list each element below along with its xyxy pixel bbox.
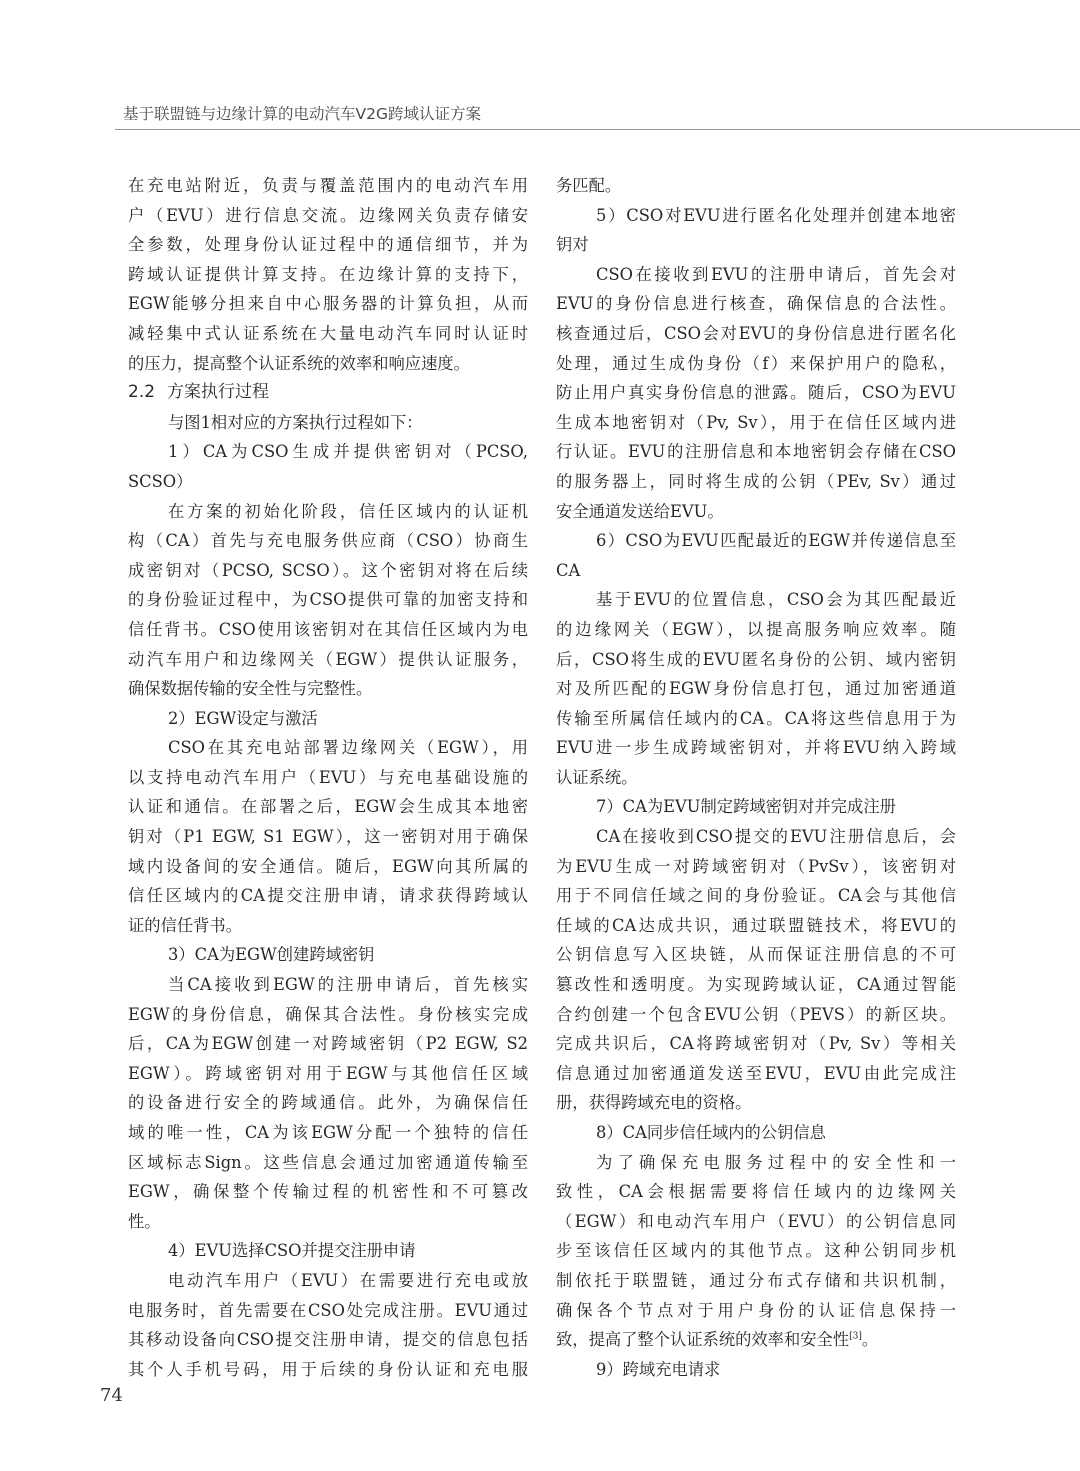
- body-line: 户（EVU）进行信息交流。边缘网关负责存储安: [128, 205, 528, 225]
- body-line: （EGW）和电动汽车用户（EVU）的公钥信息同: [556, 1211, 956, 1231]
- body-line: 动汽车用户和边缘网关（EGW）提供认证服务，: [128, 649, 528, 669]
- step-title: 4）EVU选择CSO并提交注册申请: [168, 1241, 416, 1261]
- body-line: 合约创建一个包含EVU公钥（PEVS）的新区块。: [556, 1004, 956, 1024]
- header-rule: [115, 129, 1080, 130]
- body-line: 信息通过加密通道发送至EVU，EVU由此完成注: [556, 1063, 956, 1083]
- section-heading: [128, 378, 528, 408]
- page-number: 74: [100, 1385, 123, 1406]
- body-line: 信任背书。CSO使用该密钥对在其信任区域内为电: [128, 619, 528, 639]
- body-line: 对及所匹配的EGW身份信息打包，通过加密通道: [556, 679, 956, 699]
- body-line: 确保数据传输的安全性与完整性。: [128, 679, 373, 699]
- body-line: 认证和通信。在部署之后，EGW会生成其本地密: [128, 797, 528, 817]
- body-line: 在充电站附近，负责与覆盖范围内的电动汽车用: [128, 176, 528, 195]
- body-line: 后，CSO将生成的EVU匿名身份的公钥、域内密钥: [556, 649, 956, 669]
- body-line: 的设备进行安全的跨域通信。此外，为确保信任: [128, 1093, 528, 1113]
- body-line: 信任区域内的CA提交注册申请，请求获得跨域认: [128, 886, 528, 906]
- body-line: 认证系统。: [556, 767, 638, 787]
- body-line: EGW，确保整个传输过程的机密性和不可篡改: [128, 1182, 528, 1202]
- body-line: 防止用户真实身份信息的泄露。随后，CSO为EVU: [556, 383, 956, 403]
- body-line: CA在接收到CSO提交的EVU注册信息后，会: [596, 827, 956, 847]
- right-column: [556, 171, 956, 1384]
- body-line: 构（CA）首先与充电服务供应商（CSO）协商生: [128, 531, 528, 551]
- body-line: EVU进一步生成跨域密钥对，并将EVU纳入跨域: [556, 738, 956, 758]
- section-intro: 与图1相对应的方案执行过程如下：: [168, 412, 423, 432]
- step-title: SCSO）: [128, 471, 193, 491]
- body-line: 的身份验证过程中，为CSO提供可靠的加密支持和: [128, 590, 528, 610]
- step-title: 钥对: [556, 235, 589, 255]
- body-line: 公钥信息写入区块链，从而保证注册信息的不可: [556, 945, 956, 965]
- body-line: 电动汽车用户（EVU）在需要进行充电或放: [168, 1270, 528, 1290]
- body-line: 为EVU生成一对跨域密钥对（PvSv），该密钥对: [556, 856, 956, 876]
- body-line: 在方案的初始化阶段，信任区域内的认证机: [168, 501, 528, 521]
- body-line: 册，获得跨域充电的资格。: [556, 1093, 752, 1113]
- body-line: EGW的身份信息，确保其合法性。身份核实完成: [128, 1004, 528, 1024]
- body-line: 处理，通过生成伪身份（f）来保护用户的隐私，: [556, 353, 956, 373]
- step-title: 7）CA为EVU制定跨域密钥对并完成注册: [596, 797, 896, 817]
- body-line: 确保各个节点对于用户身份的认证信息保持一: [556, 1300, 956, 1320]
- body-line: [556, 1325, 956, 1355]
- body-line: 生成本地密钥对（Pv, Sv），用于在信任区域内进: [556, 412, 956, 432]
- step-title: 9）跨域充电请求: [596, 1359, 721, 1379]
- body-line: 任域的CA达成共识，通过联盟链技术，将EVU的: [556, 915, 956, 935]
- body-line: 务匹配。: [556, 176, 622, 195]
- body-text: 。: [861, 1330, 879, 1350]
- body-line: 的服务器上，同时将生成的公钥（PEv, Sv）通过: [556, 471, 956, 491]
- body-line: 的压力，提高整个认证系统的效率和响应速度。: [128, 353, 470, 373]
- body-line: 域内设备间的安全通信。随后，EGW向其所属的: [128, 856, 528, 876]
- section-number: 2.2: [128, 382, 156, 403]
- body-line: EGW）。跨域密钥对用于EGW与其他信任区域: [128, 1063, 528, 1083]
- body-line: 性。: [128, 1211, 161, 1231]
- body-line: 核查通过后，CSO会对EVU的身份信息进行匿名化: [556, 323, 956, 343]
- body-line: 减轻集中式认证系统在大量电动汽车同时认证时: [128, 323, 528, 343]
- body-line: 的边缘网关（EGW），以提高服务响应效率。随: [556, 619, 956, 639]
- body-line: 全参数，处理身份认证过程中的通信细节，并为: [128, 235, 528, 255]
- body-line: CSO在其充电站部署边缘网关（EGW），用: [168, 738, 528, 758]
- body-line: 传输至所属信任域内的CA。CA将这些信息用于为: [556, 708, 956, 728]
- left-column: [128, 171, 528, 1384]
- body-line: 其移动设备向CSO提交注册申请，提交的信息包括: [128, 1330, 528, 1350]
- body-line: 证的信任背书。: [128, 915, 242, 935]
- body-line: 安全通道发送给EVU。: [556, 501, 724, 521]
- body-line: 篡改性和透明度。为实现跨域认证，CA通过智能: [556, 975, 956, 995]
- section-title: 方案执行过程: [167, 382, 270, 403]
- body-text: 致，提高了整个认证系统的效率和安全性: [556, 1330, 850, 1350]
- body-line: 完成共识后，CA将跨域密钥对（Pv, Sv）等相关: [556, 1034, 956, 1054]
- body-line: 电服务时，首先需要在CSO处完成注册。EVU通过: [128, 1300, 528, 1320]
- body-line: EVU的身份信息进行核查，确保信息的合法性。: [556, 294, 956, 314]
- body-line: 为了确保充电服务过程中的安全性和一: [596, 1152, 956, 1172]
- body-line: 制依托于联盟链，通过分布式存储和共识机制，: [556, 1270, 956, 1290]
- body-line: 跨域认证提供计算支持。在边缘计算的支持下，: [128, 264, 528, 284]
- body-line: 用于不同信任域之间的身份验证。CA会与其他信: [556, 886, 956, 906]
- body-line: 其个人手机号码，用于后续的身份认证和充电服: [128, 1359, 528, 1379]
- body-line: 当CA接收到EGW的注册申请后，首先核实: [168, 975, 528, 995]
- body-line: 步至该信任区域内的其他节点。这种公钥同步机: [556, 1241, 956, 1261]
- step-title: 3）CA为EGW创建跨域密钥: [168, 945, 375, 965]
- body-line: 基于EVU的位置信息，CSO会为其匹配最近: [596, 590, 956, 610]
- citation-ref[interactable]: [3]: [849, 1331, 862, 1342]
- body-line: 区域标志Sign。这些信息会通过加密通道传输至: [128, 1152, 528, 1172]
- body-line: 行认证。EVU的注册信息和本地密钥会存储在CSO: [556, 442, 956, 462]
- body-line: 以支持电动汽车用户（EVU）与充电基础设施的: [128, 767, 528, 787]
- step-title: 2）EGW设定与激活: [168, 708, 318, 728]
- step-title: 6）CSO为EVU匹配最近的EGW并传递信息至: [596, 531, 956, 551]
- body-line: EGW能够分担来自中心服务器的计算负担，从而: [128, 294, 528, 314]
- body-line: 域的唯一性，CA为该EGW分配一个独特的信任: [128, 1123, 528, 1142]
- step-title: 8）CA同步信任域内的公钥信息: [596, 1123, 826, 1142]
- running-title: 基于联盟链与边缘计算的电动汽车V2G跨域认证方案: [123, 105, 481, 123]
- step-title: 1）CA为CSO生成并提供密钥对（PCSO,: [168, 442, 528, 462]
- body-line: CSO在接收到EVU的注册申请后，首先会对: [596, 264, 956, 284]
- step-title: CA: [556, 560, 581, 580]
- step-title: 5）CSO对EVU进行匿名化处理并创建本地密: [596, 205, 956, 225]
- body-line: 后，CA为EGW创建一对跨域密钥（P2 EGW, S2: [128, 1034, 528, 1054]
- body-line: 钥对（P1 EGW, S1 EGW），这一密钥对用于确保: [128, 827, 528, 847]
- body-line: 成密钥对（PCSO, SCSO）。这个密钥对将在后续: [128, 560, 528, 580]
- body-line: 致性，CA会根据需要将信任域内的边缘网关: [556, 1182, 956, 1202]
